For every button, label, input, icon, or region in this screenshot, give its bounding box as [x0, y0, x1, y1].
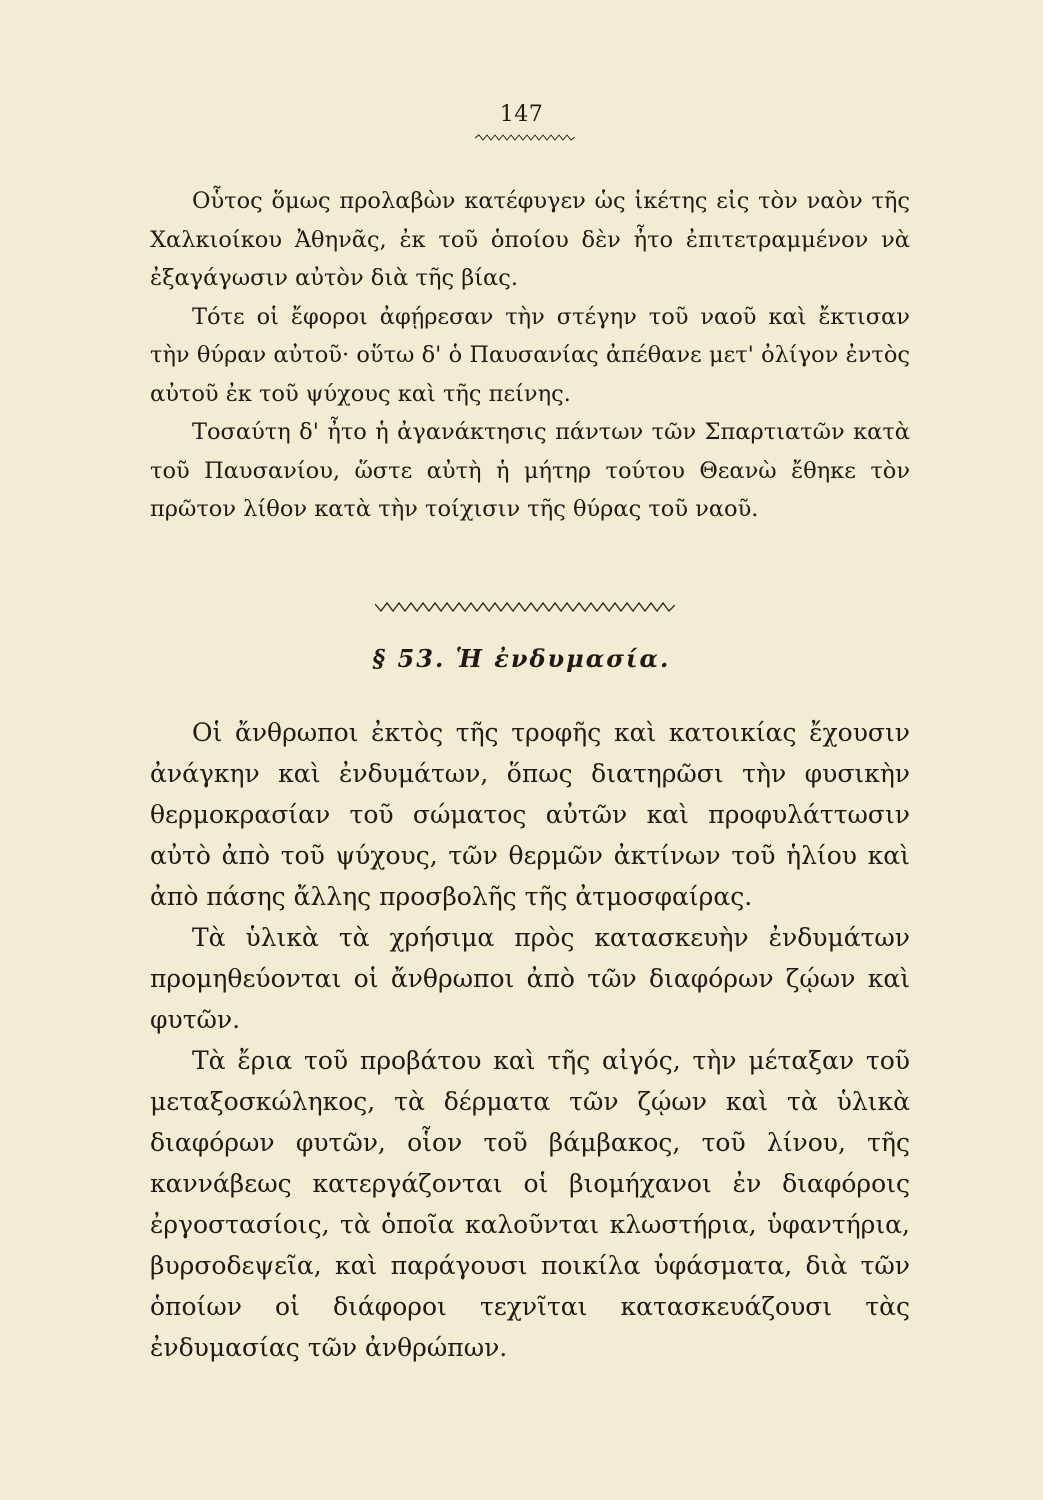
paragraph: Τὰ ἔρια τοῦ προβάτου καὶ τῆς αἰγός, τὴν μέταξαν τοῦ μεταξοσκώληκος, τὰ δέρματα τῶν ζῴων καὶ τὰ ὑλικὰ διαφόρων φυτῶν, οἷον τοῦ βάμβακος, τοῦ λίνου, τῆς καννάβεως κατεργάζονται οἱ βιομήχανοι ἐν διαφόροις ἐργοστασίοις, τὰ ὁποῖα καλοῦνται κλωστήρια, ὑφαντήρια, βυρσοδεψεῖα, καὶ παράγουσι ποικίλα ὑφάσματα, διὰ τῶν ὁποίων οἱ διάφοροι τεχνῖται κατασκευάζουσι τὰς ἐνδυμασίας τῶν ἀνθρώπων.	[150, 1046, 910, 1362]
paragraph: Τότε οἱ ἔφοροι ἀφῄρεσαν τὴν στέγην τοῦ ναοῦ καὶ ἔκτισαν τὴν θύραν αὐτοῦ· οὕτω δ' ὁ Παυσανίας ἀπέθανε μετ' ὀλίγον ἐντὸς αὐτοῦ ἐκ τοῦ ψύχους καὶ τῆς πείνης.	[150, 303, 910, 407]
paragraph: Τὰ ὑλικὰ τὰ χρήσιμα πρὸς κατασκευὴν ἐνδυμάτων προμηθεύονται οἱ ἄνθρωποι ἀπὸ τῶν διαφόρων ζῴων καὶ φυτῶν.	[150, 923, 910, 1034]
section-previous-text	[150, 182, 910, 529]
paragraph: Τοσαύτη δ' ἦτο ἡ ἀγανάκτησις πάντων τῶν Σπαρτιατῶν κατὰ τοῦ Παυσανίου, ὥστε αὐτὴ ἡ μήτηρ τούτου Θεανὼ ἔθηκε τὸν πρῶτον λίθον κατὰ τὴν τοίχισιν τῆς θύρας τοῦ ναοῦ.	[150, 419, 910, 522]
section-divider	[375, 600, 675, 614]
page-number: 147	[499, 102, 544, 127]
paragraph: Οἱ ἄνθρωποι ἐκτὸς τῆς τροφῆς καὶ κατοικίας ἔχουσιν ἀνάγκην καὶ ἐνδυμάτων, ὅπως διατηρῶσι τὴν φυσικὴν θερμοκρασίαν τοῦ σώματος αὐτῶν καὶ προφυλάττωσιν αὐτὸ ἀπὸ τοῦ ψύχους, τῶν θερμῶν ἀκτίνων τοῦ ἡλίου καὶ ἀπὸ πάσης ἄλλης προσβολῆς τῆς ἀτμοσφαίρας.	[150, 718, 910, 911]
paragraph: Οὗτος ὅμως προλαβὼν κατέφυγεν ὡς ἱκέτης εἰς τὸν ναὸν τῆς Χαλκιοίκου Ἀθηνᾶς, ἐκ τοῦ ὁποίου δὲν ἦτο ἐπιτετραμμένον νὰ ἐξαγάγωσιν αὐτὸν διὰ τῆς βίας.	[150, 188, 910, 291]
page-number-ornament	[475, 134, 575, 142]
section-heading: § 53. Ἡ ἐνδυμασία.	[372, 644, 671, 673]
section-clothing-text	[150, 712, 910, 1368]
